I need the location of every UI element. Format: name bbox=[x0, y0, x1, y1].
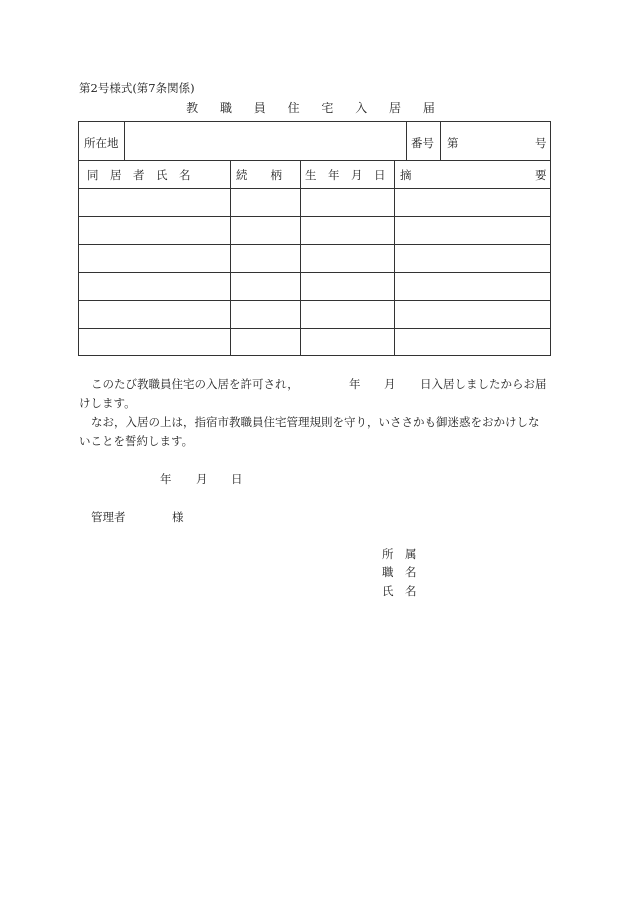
body-line-1b: 日入居しましたからお届 bbox=[420, 377, 547, 391]
header-birth: 生 年 月 日 bbox=[305, 168, 386, 182]
column-divider-relation bbox=[300, 160, 301, 355]
address-row bbox=[78, 121, 551, 161]
row-divider bbox=[79, 328, 550, 329]
header-relation: 続 柄 bbox=[236, 168, 282, 182]
header-name: 同 居 者 氏 名 bbox=[87, 168, 191, 182]
address-label-divider bbox=[124, 122, 125, 160]
body-line-3: なお，入居の上は，指宿市教職員住宅管理規則を守り，いささかも御迷惑をおかけしな bbox=[91, 415, 540, 429]
row-divider bbox=[79, 272, 550, 273]
body-line-1-month: 月 bbox=[384, 377, 396, 391]
column-divider-birth bbox=[394, 160, 395, 355]
body-line-4: いことを誓約します。 bbox=[79, 434, 194, 448]
date-day: 日 bbox=[231, 472, 243, 486]
header-row-divider bbox=[79, 188, 550, 189]
body-line-1-year: 年 bbox=[349, 377, 361, 391]
number-prefix: 第 bbox=[447, 136, 459, 150]
row-divider bbox=[79, 216, 550, 217]
date-year: 年 bbox=[160, 472, 172, 486]
row-divider bbox=[79, 300, 550, 301]
cohabitant-table bbox=[78, 160, 551, 356]
number-label-divider-left bbox=[406, 122, 407, 160]
signature-position: 職 名 bbox=[382, 565, 417, 579]
body-line-2: けします。 bbox=[79, 396, 136, 410]
header-remarks-left: 摘 bbox=[400, 168, 412, 182]
number-suffix: 号 bbox=[535, 136, 547, 150]
header-remarks-right: 要 bbox=[535, 168, 547, 182]
signature-name: 氏 名 bbox=[382, 584, 417, 598]
form-number: 第2号様式(第7条関係) bbox=[79, 81, 195, 95]
address-label: 所在地 bbox=[84, 136, 119, 150]
date-month: 月 bbox=[196, 472, 208, 486]
document-title: 教 職 員 住 宅 入 居 届 bbox=[186, 101, 444, 115]
addressee-honorific: 様 bbox=[172, 510, 184, 524]
row-divider bbox=[79, 244, 550, 245]
signature-affiliation: 所 属 bbox=[382, 547, 417, 561]
body-line-1a: このたび教職員住宅の入居を許可され， bbox=[91, 377, 299, 391]
number-label: 番号 bbox=[411, 136, 434, 150]
number-label-divider-right bbox=[440, 122, 441, 160]
addressee-label: 管理者 bbox=[91, 510, 126, 524]
column-divider-name bbox=[230, 160, 231, 355]
